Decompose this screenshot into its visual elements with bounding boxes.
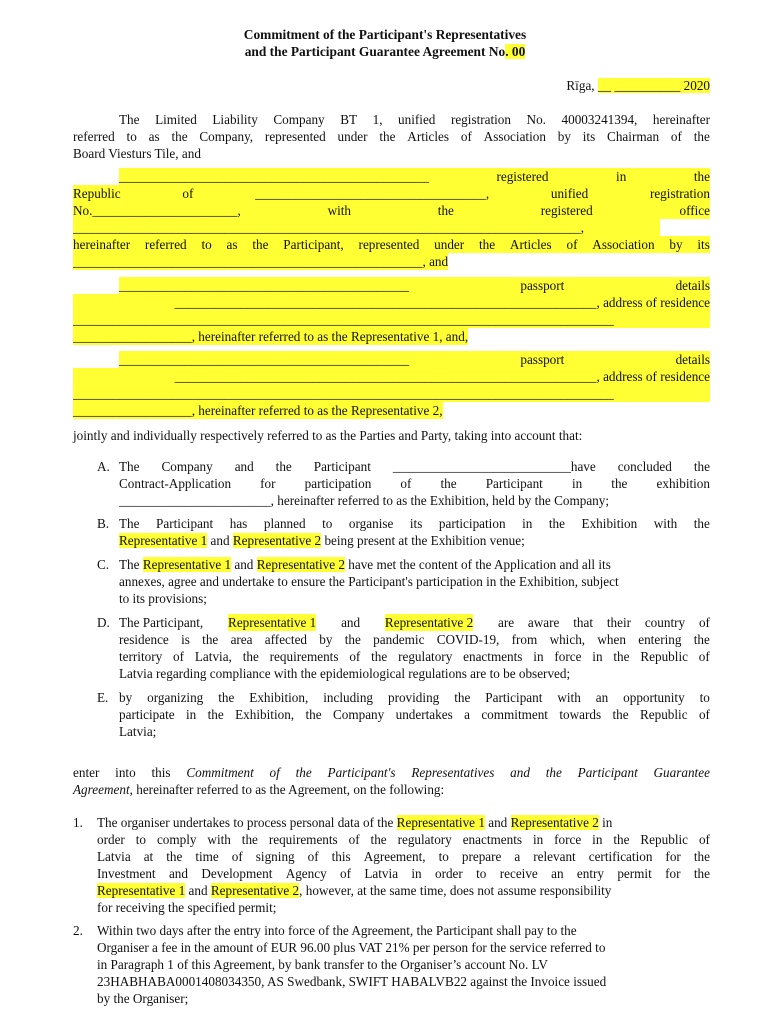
word: of (400, 476, 412, 491)
clause-2-line: by the Organiser; (97, 991, 189, 1006)
word: ____________________________________________ (119, 352, 410, 367)
word: enactments (463, 649, 523, 664)
word: providing (387, 690, 440, 705)
word: receive (499, 866, 538, 881)
word: time (195, 849, 219, 864)
clause-2-line: 23HABHABA0001408034350, AS Swedbank, SWIFT HABALVB22 against the Invoice issued (97, 974, 607, 989)
recital-d-line: The Participant, Representative 1 and Representative 2 are aware that their country of (119, 615, 710, 630)
word: under (434, 237, 465, 252)
word: in (616, 169, 627, 184)
word: participate (119, 707, 175, 722)
word: Association (592, 237, 655, 252)
word: unified (398, 112, 436, 127)
word: with (557, 690, 581, 705)
word: enter (73, 765, 100, 780)
rep2-name-line (119, 351, 710, 368)
word: Limited (155, 112, 197, 127)
word: Chairman (607, 129, 660, 144)
date-field: __ __________ 2020 (597, 78, 710, 93)
word: referred (144, 237, 187, 252)
word: Company (273, 112, 325, 127)
word: of (182, 186, 194, 201)
word: for (665, 849, 681, 864)
word: enactments (462, 832, 523, 847)
word: of (173, 649, 185, 664)
recital-marker: E. (97, 690, 109, 705)
word: of (566, 237, 578, 252)
word: with (653, 516, 678, 531)
word: comply (156, 832, 197, 847)
word: details (675, 352, 710, 367)
representative-1-highlight: Representative 1 (119, 533, 208, 548)
word: to (699, 690, 710, 705)
word: a (464, 707, 470, 722)
word: unified (550, 186, 589, 201)
clause-number: 2. (73, 923, 83, 938)
word: the (242, 649, 259, 664)
recital-b-line: Representative 1 and Representative 2 being present at the Exhibition venue; (119, 533, 525, 548)
word: Representatives (411, 765, 495, 780)
word: the (478, 237, 496, 252)
word: Participant (313, 459, 371, 474)
document-title-line1: Commitment of the Participant's Representatives (243, 27, 527, 42)
word: passport (520, 352, 565, 367)
word: entering (638, 632, 682, 647)
word: the (379, 129, 396, 144)
recital-d-line (119, 648, 710, 665)
word: this (331, 849, 351, 864)
word: signing (255, 849, 295, 864)
word: and (168, 866, 188, 881)
representative-2-highlight: Representative 2 (210, 883, 300, 898)
word: of (348, 832, 360, 847)
word: to (201, 237, 212, 252)
word: as (226, 237, 238, 252)
word: regulatory (398, 649, 453, 664)
word: the (370, 832, 387, 847)
word: a (514, 849, 521, 864)
word: Republic (73, 186, 121, 201)
word: Investment (97, 866, 156, 881)
word: Commitment (186, 765, 254, 780)
word: order (97, 832, 125, 847)
word: the (437, 203, 454, 218)
word: the (693, 849, 710, 864)
word: to (126, 129, 137, 144)
word: Participant (485, 476, 543, 491)
word: force (554, 649, 582, 664)
representative-1-highlight: Representative 1 (396, 815, 485, 830)
clause-2-line: Within two days after the entry into force of the Agreement, the Participant shall pay to the (97, 923, 577, 938)
recital-d-tail (498, 614, 710, 631)
word: Participant (156, 516, 214, 531)
word: their (606, 615, 631, 630)
word: of (698, 832, 710, 847)
word: in (592, 832, 603, 847)
word: in (411, 866, 422, 881)
word: the (202, 632, 219, 647)
word: Participant (577, 765, 638, 780)
word: and (510, 765, 530, 780)
word: represented (264, 129, 326, 144)
word: the (171, 129, 188, 144)
recital-marker: C. (97, 557, 110, 572)
word: country (644, 615, 686, 630)
enter-line (73, 764, 710, 781)
word: the (371, 649, 388, 664)
clause-1-line: Representative 1 and Representative 2, however, at the same time, does not assume responsibility (97, 883, 612, 898)
word: of (698, 615, 710, 630)
word: the (693, 516, 710, 531)
recital-marker: D. (97, 615, 110, 630)
word: the (207, 707, 224, 722)
word: Participant (485, 690, 543, 705)
participant-name-line (119, 168, 710, 185)
word: ___________________________________, (255, 186, 490, 201)
word: of (269, 765, 280, 780)
recital-c-line: The Representative 1 and Representative 2 have met the content of the Application and all its (119, 557, 611, 572)
word: the (218, 690, 235, 705)
word: towards (559, 707, 602, 722)
word: by (557, 129, 571, 144)
word: the (545, 765, 562, 780)
word: The (119, 516, 140, 531)
word: to (135, 832, 147, 847)
word: its (409, 516, 423, 531)
recital-e-line (119, 689, 710, 706)
place-date: Rīga, __ __________ 2020 (566, 78, 710, 93)
word: Liability (212, 112, 258, 127)
word: the (613, 649, 630, 664)
word: The (119, 459, 140, 474)
recital-marker: A. (97, 459, 110, 474)
document-title-line2: and the Participant Guarantee Agreement No. 00 (244, 44, 526, 59)
recital-d-line: Latvia regarding compliance with the epidemiological regulations are to be observed; (119, 666, 571, 681)
word: 1, (372, 112, 383, 127)
word: office (679, 203, 710, 218)
word: the (611, 476, 628, 491)
participant-regno-line (73, 202, 710, 219)
word: commitment (481, 707, 548, 722)
representative-2-highlight: Representative 2 (510, 815, 599, 830)
word: territory (119, 649, 163, 664)
clause-2-line: Organiser a fee in the amount of EUR 96.00 plus VAT 21% per person for the service referred to (97, 940, 606, 955)
clause-1-line: for receiving the specified permit; (97, 900, 277, 915)
rep2-blank-line: __________________________________________________________________________________ (73, 385, 710, 402)
word: the (241, 832, 258, 847)
word: requirements (268, 832, 338, 847)
jointly-paragraph: jointly and individually respectively referred to as the Parties and Party, taking into account that: (73, 428, 583, 443)
word: Participant, (283, 237, 344, 252)
word: in (592, 649, 603, 664)
representative-2-highlight: Representative 2 (384, 615, 474, 630)
representative-1-highlight: Representative 1 (228, 615, 317, 630)
word: the (166, 849, 183, 864)
word: passport (520, 278, 565, 293)
word: Republic (640, 649, 688, 664)
recital-a-line (119, 475, 710, 492)
word: exhibition (656, 476, 710, 491)
word: order (434, 866, 463, 881)
word: the (693, 129, 710, 144)
word: registered (540, 203, 593, 218)
clause-1-line (97, 865, 710, 882)
word: Agreement, (363, 849, 426, 864)
word: Articles (407, 129, 450, 144)
word: _______________________________________________ (119, 169, 429, 184)
word: has (229, 516, 248, 531)
word: Latvia (364, 866, 399, 881)
clause-1-line (97, 848, 710, 865)
word: hereinafter (652, 112, 710, 127)
preamble-line (73, 128, 710, 145)
word: hereinafter (73, 237, 131, 252)
word: in (571, 476, 583, 491)
word: an (595, 690, 609, 705)
word: registration (649, 186, 710, 201)
word: an (551, 866, 564, 881)
enter-line-2: Agreement, hereinafter referred to as the Agreement, on the following: (73, 782, 445, 797)
word: including (323, 690, 374, 705)
word: opportunity (623, 690, 685, 705)
word: The (119, 112, 140, 127)
rep2-reference-line: __________________, hereinafter referred to as the Representative 2, (73, 403, 443, 418)
word: is (181, 632, 190, 647)
word: Latvia, (194, 649, 232, 664)
recital-c-line: annexes, agree and undertake to ensure the Participant's participation in the Exhibition, subject (119, 574, 619, 589)
word: the (454, 690, 471, 705)
word: the (295, 765, 312, 780)
word: with (207, 832, 231, 847)
word: Company, (199, 129, 254, 144)
word: the (693, 459, 710, 474)
clause-number: 1. (73, 815, 83, 830)
word: represented (358, 237, 420, 252)
word: organizing (147, 690, 204, 705)
word: certification (588, 849, 653, 864)
rep2-address-line: ________________________________________________________________, address of residence (73, 368, 710, 385)
word: in (532, 832, 544, 847)
word: relevant (533, 849, 576, 864)
recital-e-line: Latvia; (119, 724, 157, 739)
word: under (337, 129, 368, 144)
word: of (349, 649, 361, 664)
word: Exhibition, (249, 690, 309, 705)
representative-1-highlight: Representative 1 (142, 557, 232, 572)
recital-a-line (119, 458, 710, 475)
word: organise (348, 516, 394, 531)
word: this (151, 765, 171, 780)
word: Exhibition, (235, 707, 295, 722)
representative-2-highlight: Representative 2 (232, 533, 322, 548)
recital-b-line (119, 515, 710, 532)
word: of (460, 129, 472, 144)
preamble-line (119, 111, 710, 128)
word: affected (264, 632, 308, 647)
word: aware (527, 615, 560, 630)
rep1-name-line (119, 277, 710, 294)
word: prepare (461, 849, 502, 864)
word: Agency (285, 866, 327, 881)
word: registered (496, 169, 549, 184)
word: of (231, 849, 243, 864)
rep1-reference-line: __________________, hereinafter referred to as the Representative 1, and, (73, 329, 469, 344)
word: are (497, 615, 515, 630)
clause-1-line (97, 831, 710, 848)
word: No.______________________, (73, 203, 241, 218)
word: Company (332, 707, 385, 722)
rep1-blank-line: __________________________________________________________________________________ (73, 311, 710, 328)
word: the (440, 476, 457, 491)
word: to (476, 866, 487, 881)
word: Contract-Application (119, 476, 232, 491)
word: to (438, 849, 449, 864)
word: the (252, 237, 269, 252)
word: COVID-19, (436, 632, 500, 647)
word: planned (263, 516, 306, 531)
preamble-line: Board Viesturs Tile, and (73, 146, 201, 161)
word: of (698, 707, 710, 722)
recital-c-line: to its provisions; (119, 591, 207, 606)
word: by (319, 632, 333, 647)
participant-country-line (73, 185, 710, 202)
recital-marker: B. (97, 516, 110, 531)
word: at (143, 849, 154, 864)
word: in (186, 707, 197, 722)
word: registration (450, 112, 511, 127)
word: Participant's (327, 765, 396, 780)
word: Exhibition (581, 516, 638, 531)
word: its (697, 237, 710, 252)
participant-represented-line (73, 236, 710, 253)
word: of (698, 649, 710, 664)
participant-office-line: _____________________________________________________________________________, (73, 219, 660, 236)
word: Company (161, 459, 213, 474)
word: ____________________________________________ (119, 278, 410, 293)
word: the (548, 516, 565, 531)
word: BT (340, 112, 358, 127)
word: concluded (617, 459, 672, 474)
word: of (670, 129, 682, 144)
word: the (693, 169, 710, 184)
word: referred (73, 129, 115, 144)
word: by (669, 237, 683, 252)
word: when (597, 632, 626, 647)
word: residence (119, 632, 169, 647)
rep1-address-line: ________________________________________________________________, address of residence (73, 294, 710, 311)
word: for (260, 476, 276, 491)
word: for (665, 866, 681, 881)
word: Republic (640, 832, 689, 847)
clause-2-line: in Paragraph 1 of this Agreement, by bank transfer to the Organiser’s account No. LV (97, 957, 548, 972)
word: the (275, 459, 292, 474)
word: Latvia (97, 849, 131, 864)
word: that (573, 615, 593, 630)
word: which, (549, 632, 586, 647)
word: the (613, 832, 630, 847)
clause-1-line: The organiser undertakes to process personal data of the Representative 1 and Representative 2 in (97, 815, 613, 830)
word: Association (483, 129, 546, 144)
word: into (115, 765, 136, 780)
word: Development (201, 866, 273, 881)
word: with (327, 203, 352, 218)
recital-e-line (119, 706, 710, 723)
word: force (554, 832, 582, 847)
word: the (305, 707, 322, 722)
word: undertakes (395, 707, 453, 722)
word: of (307, 849, 319, 864)
word: the (693, 632, 710, 647)
agreement-number: . 00 (505, 44, 526, 59)
word: pandemic (373, 632, 425, 647)
word: participation (438, 516, 506, 531)
word: of (340, 866, 352, 881)
word: by (119, 690, 133, 705)
word: to (322, 516, 333, 531)
representative-2-highlight: Representative 2 (256, 557, 345, 572)
recital-d-line (119, 631, 710, 648)
word: in (522, 516, 533, 531)
word: participation (304, 476, 372, 491)
word: regulatory (397, 832, 452, 847)
word: as (148, 129, 160, 144)
word: requirements (269, 649, 339, 664)
word: ___________________________have (392, 459, 596, 474)
word: the (612, 707, 629, 722)
word: area (230, 632, 253, 647)
recital-a-line: _______________________, hereinafter referred to as the Exhibition, held by the Company; (119, 493, 610, 508)
word: its (582, 129, 596, 144)
word: permit (617, 866, 652, 881)
word: the (344, 632, 361, 647)
word: in (533, 649, 544, 664)
word: Articles (509, 237, 552, 252)
word: Republic (639, 707, 688, 722)
word: the (693, 866, 710, 881)
word: and (234, 459, 254, 474)
word: from (511, 632, 538, 647)
representative-1-highlight: Representative 1 (97, 883, 186, 898)
participant-representative-line: _____________________________________________________, and (73, 254, 449, 269)
word: Guarantee (653, 765, 710, 780)
word: 40003241394, (561, 112, 638, 127)
word: entry (576, 866, 604, 881)
word: No. (526, 112, 546, 127)
word: details (675, 278, 710, 293)
